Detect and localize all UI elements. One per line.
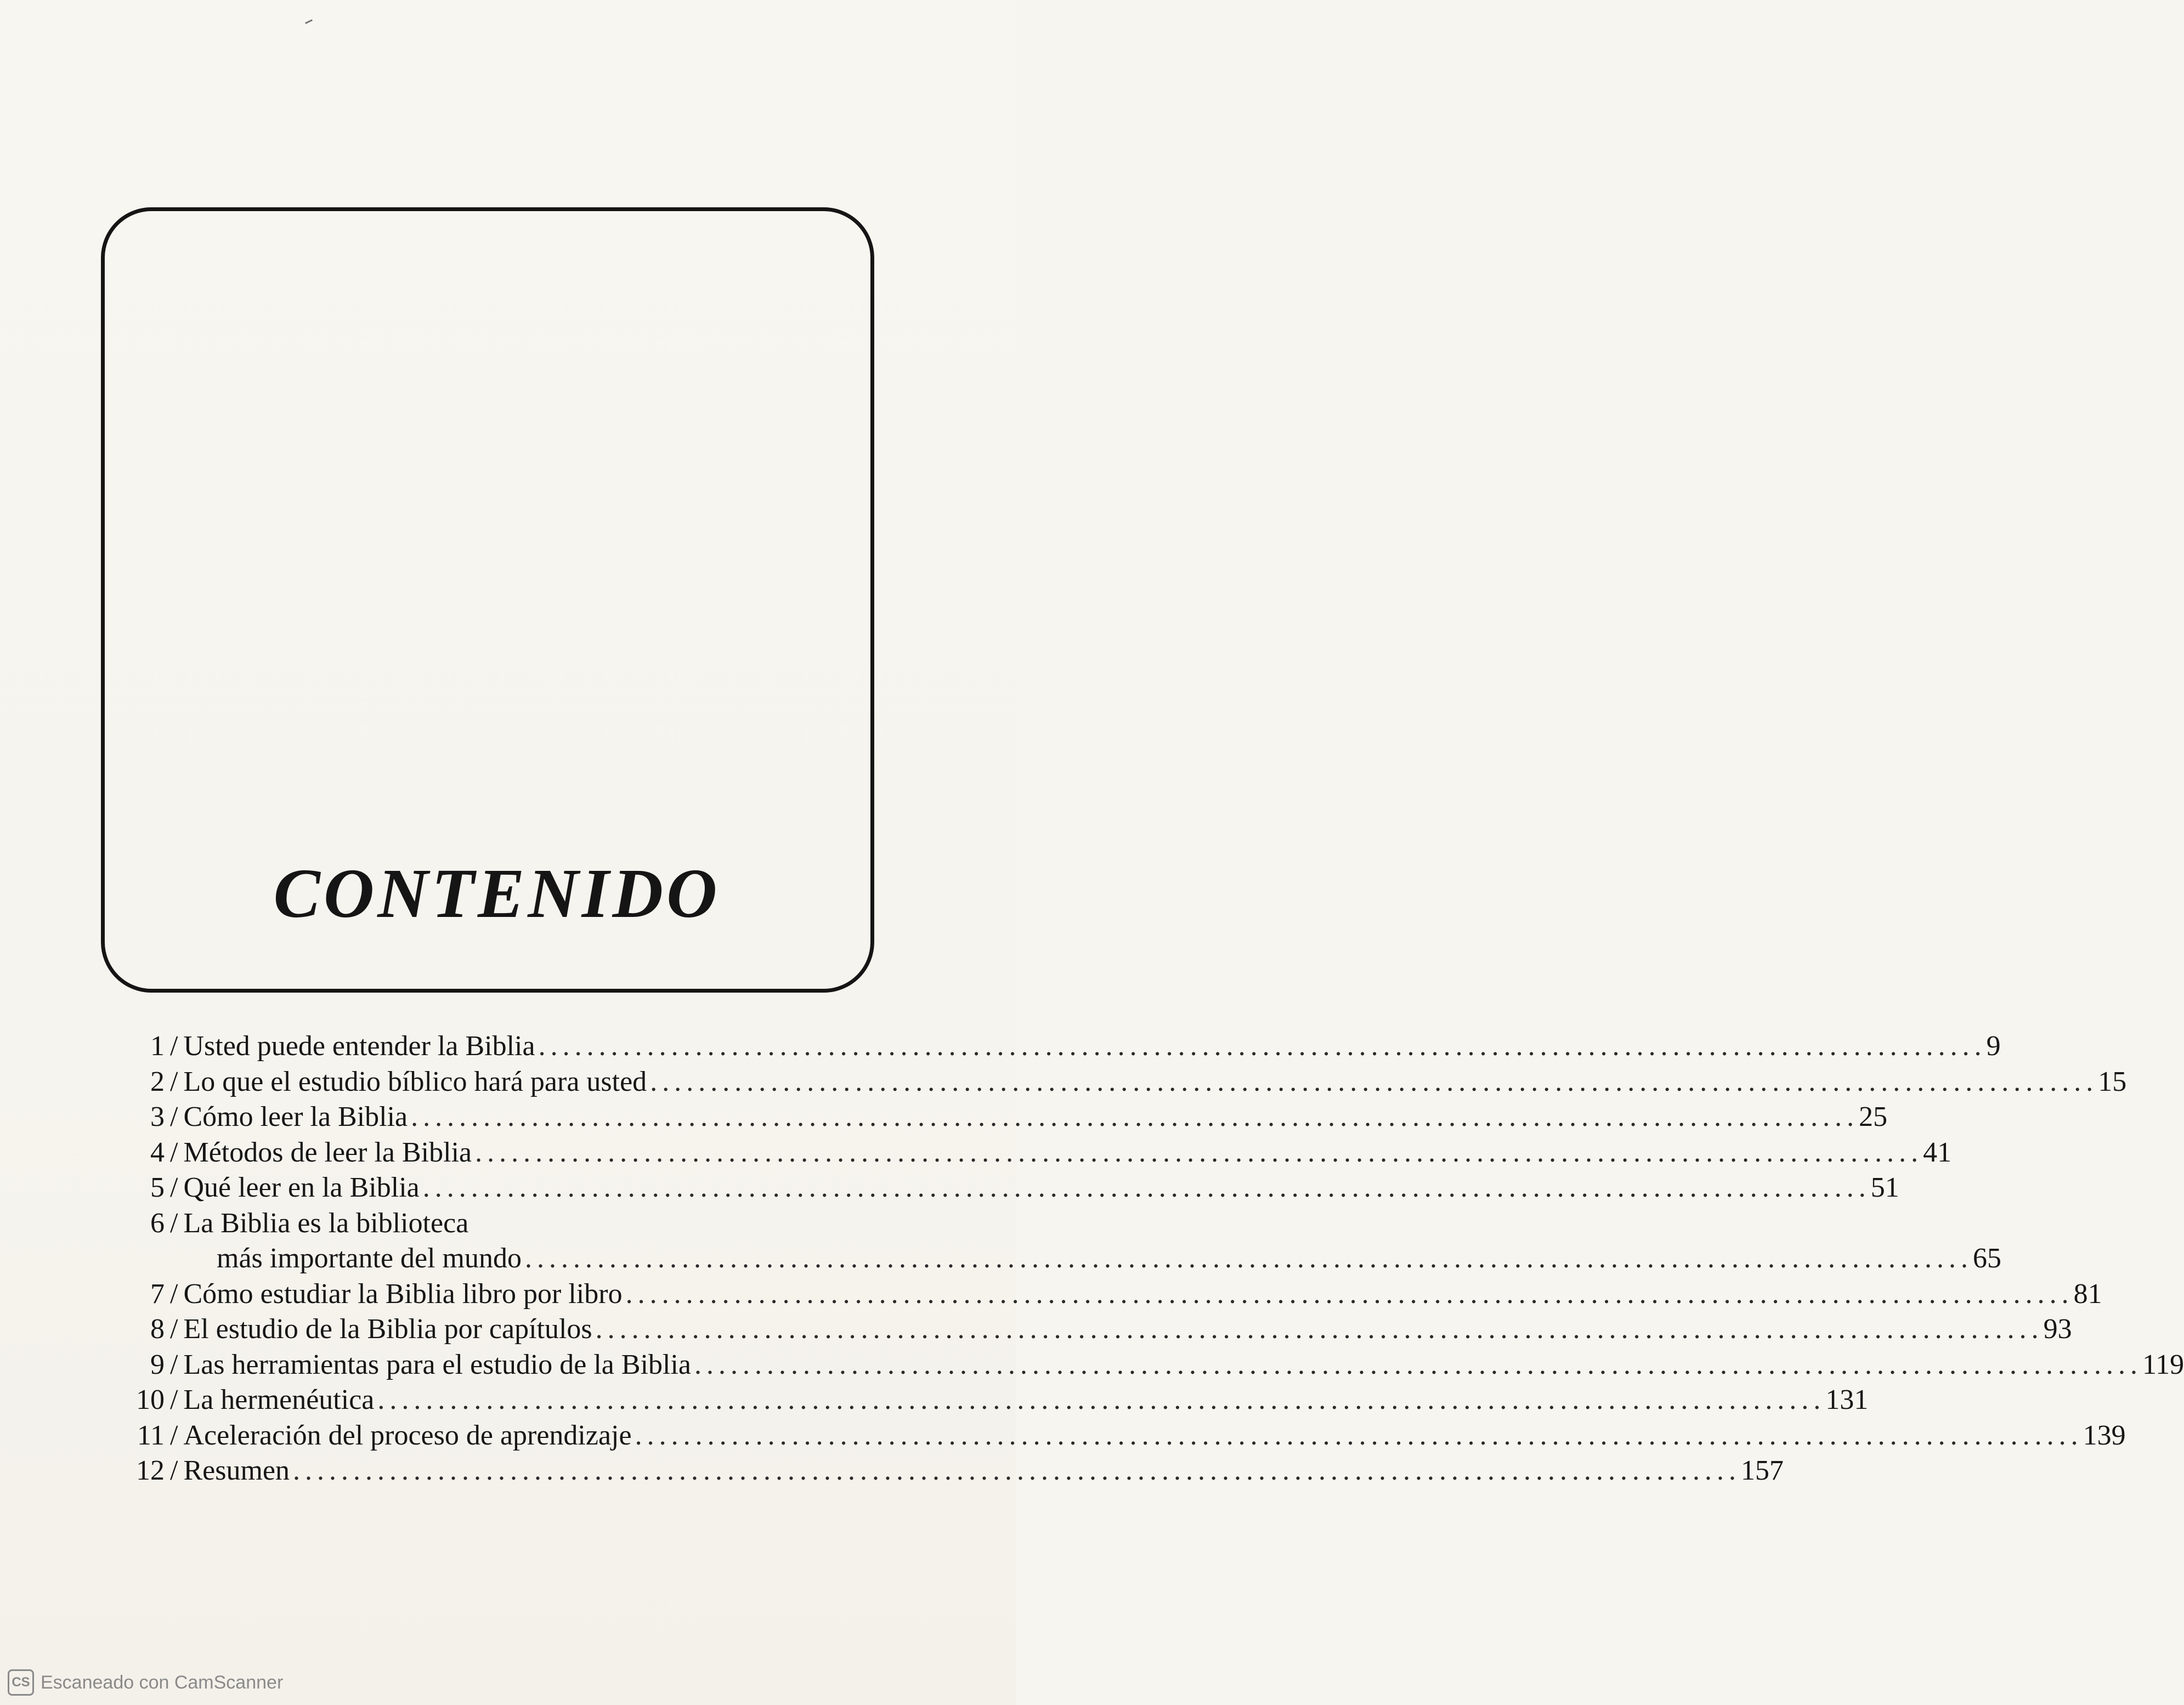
- chapter-separator: /: [170, 1349, 178, 1380]
- chapter-title: Cómo estudiar la Biblia libro por libro: [183, 1278, 623, 1310]
- toc-entry: [110, 1029, 2001, 1064]
- chapter-separator: /: [170, 1030, 178, 1062]
- page-number: 15: [2098, 1066, 2127, 1097]
- chapter-separator: /: [170, 1172, 178, 1203]
- chapter-separator: /: [170, 1136, 178, 1168]
- page-number: 81: [2073, 1278, 2102, 1310]
- dot-leader: ........................................................................................................................: [411, 1101, 1859, 1132]
- toc-entry: [110, 1277, 2102, 1312]
- chapter-number: 8: [150, 1313, 165, 1345]
- dot-leader: ........................................................................................................................: [475, 1136, 1923, 1168]
- dot-leader: ........................................................................................................................: [635, 1419, 2083, 1451]
- chapter-title: El estudio de la Biblia por capítulos: [183, 1313, 592, 1345]
- dot-leader: ........................................................................................................................: [377, 1384, 1826, 1415]
- chapter-separator: /: [170, 1066, 178, 1097]
- page-number: 51: [1870, 1172, 1899, 1203]
- dot-leader: ........................................................................................................................: [525, 1243, 1973, 1274]
- dot-leader: ........................................................................................................................: [595, 1313, 2044, 1345]
- toc-entry: [110, 1170, 1899, 1206]
- dot-leader: ........................................................................................................................: [422, 1172, 1871, 1203]
- watermark-label: Escaneado con CamScanner: [41, 1672, 284, 1693]
- chapter-number: 1: [150, 1030, 165, 1062]
- toc-entry: [110, 1418, 2126, 1454]
- chapter-title: Métodos de leer la Biblia: [183, 1136, 472, 1168]
- dot-leader: ........................................................................................................................: [625, 1278, 2074, 1310]
- chapter-title: La Biblia es la biblioteca: [183, 1207, 469, 1239]
- page-number: 9: [1986, 1030, 2001, 1062]
- page-number: 131: [1825, 1384, 1869, 1415]
- chapter-number: 5: [150, 1172, 165, 1203]
- chapter-number: 7: [150, 1278, 165, 1310]
- toc-entry-continuation: [110, 1241, 2002, 1277]
- toc-entry: [110, 1383, 1869, 1418]
- chapter-separator: /: [170, 1101, 178, 1132]
- toc-entry: [110, 1135, 1952, 1171]
- ink-mark: [305, 19, 313, 24]
- chapter-separator: /: [170, 1455, 178, 1486]
- chapter-separator: /: [170, 1419, 178, 1451]
- camscanner-icon: CS: [8, 1669, 34, 1696]
- chapter-number: 4: [150, 1136, 165, 1168]
- page-title: CONTENIDO: [273, 854, 721, 932]
- dot-leader: ........................................................................................................................: [694, 1349, 2142, 1380]
- page-number: 25: [1859, 1101, 1888, 1132]
- chapter-title: Resumen: [183, 1455, 290, 1486]
- chapter-number: 6: [150, 1207, 165, 1239]
- dot-leader: ........................................................................................................................: [292, 1455, 1741, 1486]
- page-number: 139: [2083, 1419, 2126, 1451]
- chapter-separator: /: [170, 1207, 178, 1239]
- chapter-number: 3: [150, 1101, 165, 1132]
- toc-entry: [110, 1453, 1784, 1489]
- chapter-title: La hermenéutica: [183, 1384, 375, 1415]
- chapter-title: Lo que el estudio bíblico hará para usted: [183, 1066, 647, 1097]
- page-number: 93: [2043, 1313, 2072, 1345]
- page-number: 41: [1923, 1136, 1952, 1168]
- page-number: 157: [1740, 1455, 1784, 1486]
- table-of-contents: [110, 1029, 2184, 1489]
- chapter-title-continuation: más importante del mundo: [217, 1243, 522, 1274]
- toc-entry: [110, 1100, 1888, 1135]
- chapter-number: 12: [136, 1455, 165, 1486]
- page-number: 119: [2142, 1349, 2184, 1380]
- dot-leader: ........................................................................................................................: [650, 1066, 2098, 1097]
- chapter-separator: /: [170, 1313, 178, 1345]
- scanner-watermark: [8, 1669, 283, 1696]
- toc-entry: [110, 1064, 2127, 1100]
- chapter-title: Las herramientas para el estudio de la Biblia: [183, 1349, 691, 1380]
- chapter-title: Cómo leer la Biblia: [183, 1101, 408, 1132]
- chapter-number: 10: [136, 1384, 165, 1415]
- dot-leader: ........................................................................................................................: [538, 1030, 1987, 1062]
- chapter-title: Aceleración del proceso de aprendizaje: [183, 1419, 632, 1451]
- toc-entry: [110, 1206, 875, 1242]
- chapter-title: Qué leer en la Biblia: [183, 1172, 420, 1203]
- chapter-title: Usted puede entender la Biblia: [183, 1030, 535, 1062]
- toc-entry: [110, 1347, 2184, 1383]
- chapter-separator: /: [170, 1278, 178, 1310]
- page-number: 65: [1973, 1243, 2002, 1274]
- chapter-number: 11: [137, 1419, 165, 1451]
- chapter-number: 9: [150, 1349, 165, 1380]
- toc-entry: [110, 1312, 2072, 1347]
- chapter-number: 2: [150, 1066, 165, 1097]
- chapter-separator: /: [170, 1384, 178, 1415]
